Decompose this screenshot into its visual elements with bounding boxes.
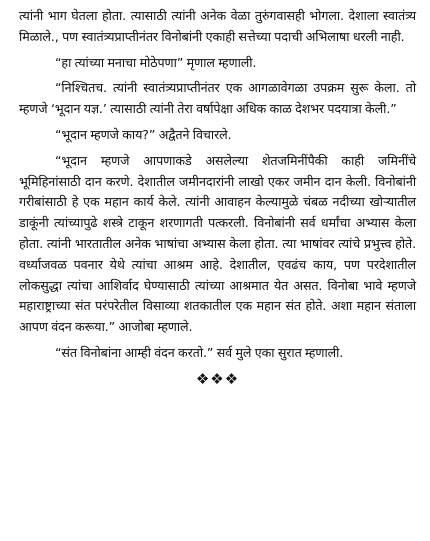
paragraph-4: “भूदान म्हणजे काय?” अद्वैतने विचारले. [55,126,232,142]
paragraph-3: “निश्चितच. त्यांनी स्वातंत्र्यप्राप्तीनंतर एक आगळावेगळा उपक्रम सुरू केला. तो म्हणजे ‘भूदान यज्ञ.’ त्यासाठी त्यांनी तेरा वर्षापेक्षा अधिक काळ देशभर पदयात्रा केली.” [19,80,416,117]
paragraph-1: त्यांनी भाग घेतला होता. त्यासाठी त्यांनी अनेक वेळा तुरुंगवासही भोगला. देशाला स्वातंत्र्य मिळाले., पण स्वातंत्र्यप्राप्तीनंतर विनोबांनी एकाही सत्तेच्या पदाची अभिलाषा धरली नाही. [19,8,416,44]
section-ornament: ❖❖❖ [195,369,240,388]
paragraph-6: “संत विनोबांना आम्ही वंदन करतो.” सर्व मुले एका सुरात म्हणाली. [55,344,344,360]
paragraph-5: “भूदान म्हणजे आपणाकडे असलेल्या शेतजमिनींपैकी काही जमिनींचे भूमिहिनांसाठी दान करणे. देशातील जमीनदारांनी लाखो एकर जमीन दान केली. विनोबांनी गरीबांसाठी हे एक महान कार्य केले. त्यांनी आवाहन केल्यामुळे चंबळ नदीच्या खोऱ्यातील डाकूंनी त्यांच्यापुढे शस्त्रे टाकून शरणागती पत्करली. विनोबांनी सर्व धर्मांचा अभ्यास केला होता. त्यांनी भारतातील अनेक भाषांचा अभ्यास केला होता. त्या भाषांवर त्यांचे प्रभुत्त्व होते. वर्ध्याजवळ पवनार येथे त्यांचा आश्रम आहे. देशातील, एवढंच काय, पण परदेशातील लोकसुद्धा त्यांचा आशिर्वाद घेण्यासाठी त्यांच्या आश्रमात येत असत. विनोबा भावे म्हणजे महाराष्ट्राच्या संत परंपरेतील विसाव्या शतकातील एक महान संत होते. अशा महान संताला आपण वंदन करूया.” आजोबा म्हणाले. [19,152,416,335]
paragraph-2: “हा त्यांच्या मनाचा मोठेपणा” मृणाल म्हणाली. [55,54,257,70]
